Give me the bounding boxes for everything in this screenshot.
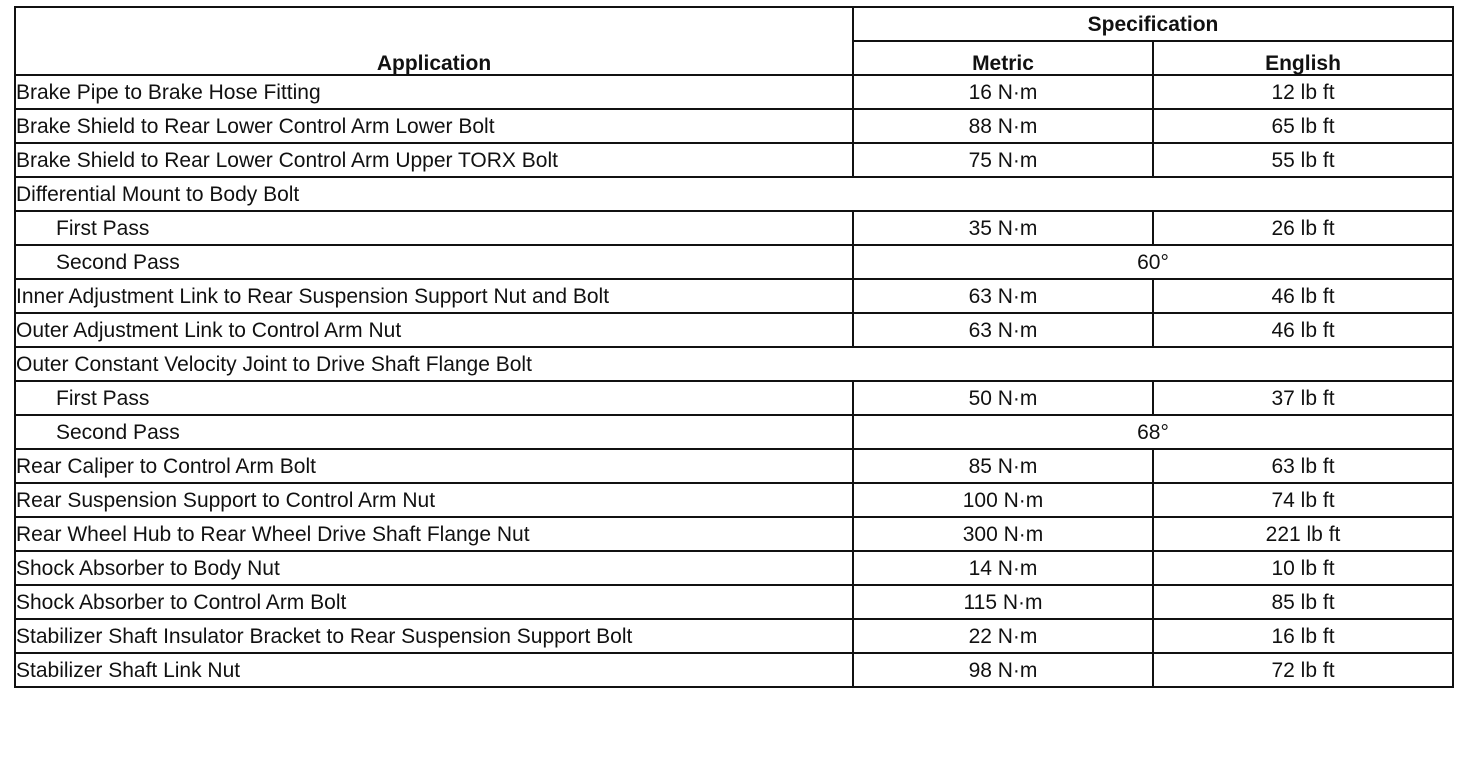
application-cell: Rear Suspension Support to Control Arm Nut — [15, 483, 853, 517]
english-cell: 65 lb ft — [1153, 109, 1453, 143]
english-cell: 85 lb ft — [1153, 585, 1453, 619]
application-cell: Brake Shield to Rear Lower Control Arm Upper TORX Bolt — [15, 143, 853, 177]
metric-cell: 75 N·m — [853, 143, 1153, 177]
english-cell: 46 lb ft — [1153, 313, 1453, 347]
application-cell: Brake Pipe to Brake Hose Fitting — [15, 75, 853, 109]
table-row — [15, 449, 1453, 483]
application-cell: Shock Absorber to Body Nut — [15, 551, 853, 585]
table-row — [15, 143, 1453, 177]
table-row — [15, 381, 1453, 415]
application-cell: Outer Adjustment Link to Control Arm Nut — [15, 313, 853, 347]
table-row — [15, 109, 1453, 143]
application-cell: Rear Caliper to Control Arm Bolt — [15, 449, 853, 483]
table-row — [15, 245, 1453, 279]
english-cell: 10 lb ft — [1153, 551, 1453, 585]
group-row — [15, 347, 1453, 381]
angle-spec-cell: 60° — [853, 245, 1453, 279]
english-cell: 63 lb ft — [1153, 449, 1453, 483]
metric-cell: 300 N·m — [853, 517, 1153, 551]
application-cell: Second Pass — [15, 245, 853, 279]
group-heading-cell: Outer Constant Velocity Joint to Drive Shaft Flange Bolt — [15, 347, 1453, 381]
metric-cell: 88 N·m — [853, 109, 1153, 143]
group-row — [15, 177, 1453, 211]
table-row — [15, 585, 1453, 619]
english-cell: 26 lb ft — [1153, 211, 1453, 245]
application-cell: First Pass — [15, 381, 853, 415]
application-cell: Rear Wheel Hub to Rear Wheel Drive Shaft Flange Nut — [15, 517, 853, 551]
application-cell: Inner Adjustment Link to Rear Suspension Support Nut and Bolt — [15, 279, 853, 313]
metric-cell: 100 N·m — [853, 483, 1153, 517]
metric-cell: 98 N·m — [853, 653, 1153, 687]
table-row — [15, 415, 1453, 449]
metric-cell: 50 N·m — [853, 381, 1153, 415]
header-row-top — [15, 7, 1453, 41]
english-cell: 221 lb ft — [1153, 517, 1453, 551]
table-row — [15, 653, 1453, 687]
english-cell: 72 lb ft — [1153, 653, 1453, 687]
english-cell: 16 lb ft — [1153, 619, 1453, 653]
table-row — [15, 619, 1453, 653]
metric-cell: 63 N·m — [853, 313, 1153, 347]
application-header: Application — [15, 7, 853, 75]
english-cell: 74 lb ft — [1153, 483, 1453, 517]
table-row — [15, 279, 1453, 313]
application-cell: Stabilizer Shaft Insulator Bracket to Rear Suspension Support Bolt — [15, 619, 853, 653]
group-heading-cell: Differential Mount to Body Bolt — [15, 177, 1453, 211]
table-row — [15, 313, 1453, 347]
application-cell: First Pass — [15, 211, 853, 245]
torque-spec-table — [14, 6, 1454, 688]
metric-cell: 63 N·m — [853, 279, 1153, 313]
application-cell: Stabilizer Shaft Link Nut — [15, 653, 853, 687]
english-header: English — [1153, 41, 1453, 75]
table-row — [15, 211, 1453, 245]
table-row — [15, 75, 1453, 109]
specification-header: Specification — [853, 7, 1453, 41]
metric-cell: 115 N·m — [853, 585, 1153, 619]
english-cell: 12 lb ft — [1153, 75, 1453, 109]
metric-cell: 35 N·m — [853, 211, 1153, 245]
application-cell: Brake Shield to Rear Lower Control Arm Lower Bolt — [15, 109, 853, 143]
metric-header: Metric — [853, 41, 1153, 75]
table-row — [15, 551, 1453, 585]
application-cell: Shock Absorber to Control Arm Bolt — [15, 585, 853, 619]
table-row — [15, 483, 1453, 517]
english-cell: 46 lb ft — [1153, 279, 1453, 313]
table-row — [15, 517, 1453, 551]
english-cell: 37 lb ft — [1153, 381, 1453, 415]
english-cell: 55 lb ft — [1153, 143, 1453, 177]
metric-cell: 22 N·m — [853, 619, 1153, 653]
metric-cell: 16 N·m — [853, 75, 1153, 109]
metric-cell: 14 N·m — [853, 551, 1153, 585]
metric-cell: 85 N·m — [853, 449, 1153, 483]
application-cell: Second Pass — [15, 415, 853, 449]
angle-spec-cell: 68° — [853, 415, 1453, 449]
